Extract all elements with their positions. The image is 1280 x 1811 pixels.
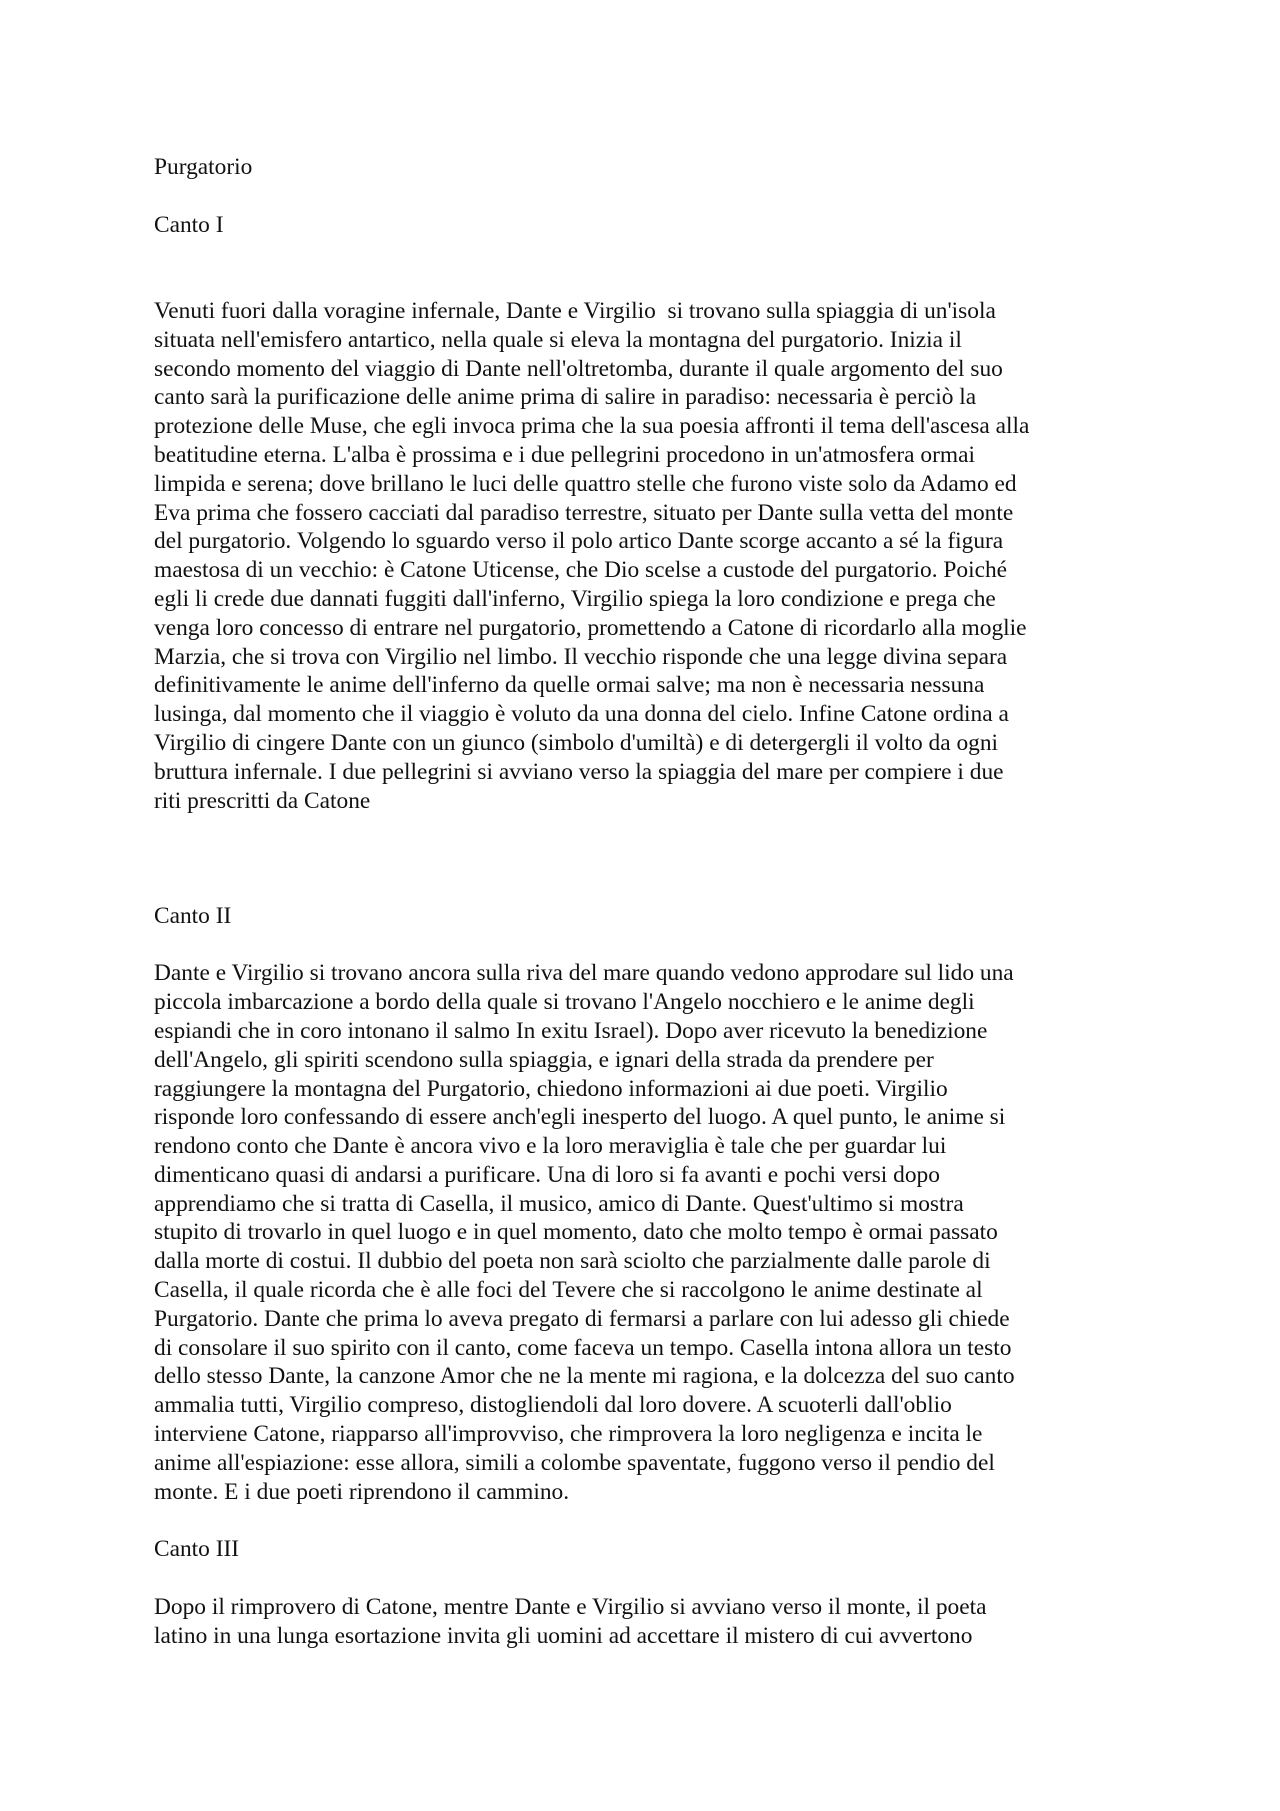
paragraph-line: risponde loro confessando di essere anch'egli inesperto del luogo. A quel punto, le anime si <box>154 1104 1006 1131</box>
paragraph-line: dell'Angelo, gli spiriti scendono sulla spiaggia, e ignari della strada da prendere per <box>154 1046 934 1073</box>
spacer <box>154 844 1134 873</box>
canto-i-heading: Canto I <box>154 211 224 238</box>
spacer <box>154 268 1134 297</box>
paragraph-line: espiandi che in coro intonano il salmo In exitu Israel). Dopo aver ricevuto la benedizione <box>154 1017 988 1044</box>
paragraph-line: latino in una lunga esortazione invita gli uomini ad accettare il mistero di cui avvertono <box>154 1622 973 1649</box>
spacer <box>154 182 1134 211</box>
paragraph-line: lusinga, dal momento che il viaggio è voluto da una donna del cielo. Infine Catone ordina a <box>154 701 1009 728</box>
paragraph-line: dello stesso Dante, la canzone Amor che ne la mente mi ragiona, e la dolcezza del suo canto <box>154 1363 1015 1390</box>
paragraph-line: piccola imbarcazione a bordo della quale si trovano l'Angelo nocchiero e le anime degli <box>154 989 975 1016</box>
spacer <box>154 1506 1134 1535</box>
paragraph-line: ammalia tutti, Virgilio compreso, distogliendoli dal loro dovere. A scuoterli dall'oblio <box>154 1392 952 1419</box>
paragraph-line: dalla morte di costui. Il dubbio del poeta non sarà sciolto che parzialmente dalle parole di <box>154 1248 991 1275</box>
paragraph-line: apprendiamo che si tratta di Casella, il musico, amico di Dante. Quest'ultimo si mostra <box>154 1190 964 1217</box>
spacer <box>154 815 1134 844</box>
paragraph-line: rendono conto che Dante è ancora vivo e la loro meraviglia è tale che per guardar lui <box>154 1133 947 1160</box>
document-title: Purgatorio <box>154 154 253 180</box>
paragraph-line: Venuti fuori dalla voragine infernale, Dante e Virgilio si trovano sulla spiaggia di un'isola <box>154 297 996 324</box>
paragraph-line: anime all'espiazione: esse allora, simili a colombe spaventate, fuggono verso il pendio del <box>154 1449 995 1476</box>
canto-ii-heading: Canto II <box>154 902 232 929</box>
paragraph-line: beatitudine eterna. L'alba è prossima e i due pellegrini procedono in un'atmosfera ormai <box>154 441 975 468</box>
spacer <box>154 931 1134 960</box>
paragraph-line: maestosa di un vecchio: è Catone Uticense, che Dio scelse a custode del purgatorio. Poiché <box>154 557 1008 584</box>
paragraph-line: Marzia, che si trova con Virgilio nel limbo. Il vecchio risponde che una legge divina separa <box>154 643 1008 670</box>
canto-iii-paragraph <box>154 1593 1134 1651</box>
paragraph-line: Eva prima che fossero cacciati dal paradiso terrestre, situato per Dante sulla vetta del monte <box>154 499 1014 526</box>
spacer <box>154 1564 1134 1593</box>
paragraph-line: canto sarà la purificazione delle anime prima di salire in paradiso: necessaria è perciò la <box>154 384 977 411</box>
paragraph-line: definitivamente le anime dell'inferno da quelle ormai salve; ma non è necessaria nessuna <box>154 672 985 699</box>
paragraph-line: riti prescritti da Catone <box>154 787 371 814</box>
paragraph-line: situata nell'emisfero antartico, nella quale si eleva la montagna del purgatorio. Inizia il <box>154 326 962 353</box>
paragraph-line: di consolare il suo spirito con il canto, come faceva un tempo. Casella intona allora un testo <box>154 1334 1012 1361</box>
paragraph-line: Virgilio di cingere Dante con un giunco (simbolo d'umiltà) e di detergergli il volto da ogni <box>154 729 999 756</box>
document-page <box>154 153 1134 1650</box>
spacer <box>154 873 1134 902</box>
paragraph-line: monte. E i due poeti riprendono il cammino. <box>154 1478 570 1505</box>
paragraph-line: bruttura infernale. I due pellegrini si avviano verso la spiaggia del mare per compiere i due <box>154 758 1004 785</box>
paragraph-line: egli li crede due dannati fuggiti dall'inferno, Virgilio spiega la loro condizione e prega che <box>154 585 996 612</box>
paragraph-line: venga loro concesso di entrare nel purgatorio, promettendo a Catone di ricordarlo alla moglie <box>154 614 1027 641</box>
canto-ii-paragraph <box>154 959 1134 1506</box>
paragraph-line: del purgatorio. Volgendo lo sguardo verso il polo artico Dante scorge accanto a sé la figura <box>154 528 1004 555</box>
paragraph-line: dimenticano quasi di andarsi a purificare. Una di loro si fa avanti e pochi versi dopo <box>154 1161 940 1188</box>
paragraph-line: Purgatorio. Dante che prima lo aveva pregato di fermarsi a parlare con lui adesso gli chiede <box>154 1305 1010 1332</box>
paragraph-line: limpida e serena; dove brillano le luci delle quattro stelle che furono viste solo da Adamo ed <box>154 470 1017 497</box>
paragraph-line: stupito di trovarlo in quel luogo e in quel momento, dato che molto tempo è ormai passato <box>154 1219 998 1246</box>
paragraph-line: Casella, il quale ricorda che è alle foci del Tevere che si raccolgono le anime destinate al <box>154 1277 983 1304</box>
paragraph-line: Dopo il rimprovero di Catone, mentre Dante e Virgilio si avviano verso il monte, il poeta <box>154 1593 987 1620</box>
canto-iii-heading: Canto III <box>154 1536 240 1563</box>
paragraph-line: raggiungere la montagna del Purgatorio, chiedono informazioni ai due poeti. Virgilio <box>154 1075 948 1102</box>
paragraph-line: protezione delle Muse, che egli invoca prima che la sua poesia affronti il tema dell'ascesa alla <box>154 413 1030 440</box>
paragraph-line: interviene Catone, riapparso all'improvviso, che rimprovera la loro negligenza e incita le <box>154 1421 983 1448</box>
paragraph-line: Dante e Virgilio si trovano ancora sulla riva del mare quando vedono approdare sul lido una <box>154 960 1014 987</box>
spacer <box>154 239 1134 268</box>
paragraph-line: secondo momento del viaggio di Dante nell'oltretomba, durante il quale argomento del suo <box>154 355 1003 382</box>
canto-i-paragraph <box>154 297 1134 815</box>
